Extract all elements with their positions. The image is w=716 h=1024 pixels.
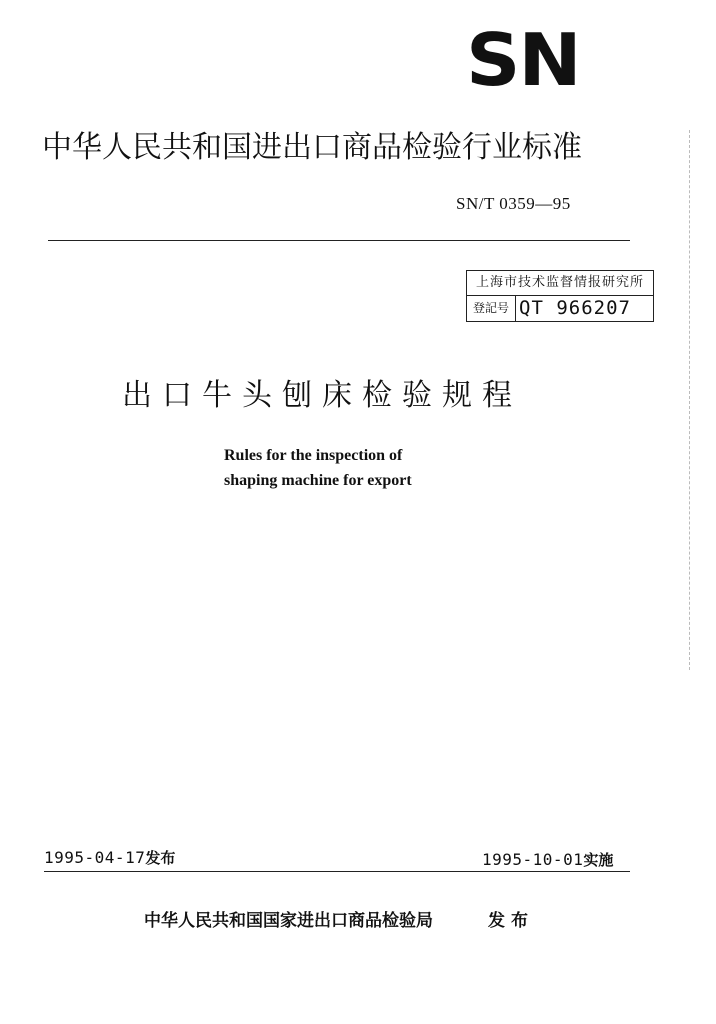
document-title-chinese: 出口牛头刨床检验规程 — [122, 378, 522, 413]
title-english-line-1: Rules for the inspection of — [224, 447, 403, 464]
publisher-name: 中华人民共和国国家进出口商品检验局 — [144, 911, 433, 931]
stamp-institution: 上海市技术监督情报研究所 — [467, 271, 653, 296]
document-title-english — [224, 443, 412, 493]
sn-logo: SN — [466, 18, 580, 102]
issue-date — [44, 847, 175, 868]
issue-date-value: 1995-04-17 — [44, 848, 146, 867]
standard-number: SN/T 0359—95 — [456, 194, 571, 213]
library-stamp — [466, 270, 654, 322]
bottom-divider — [44, 871, 630, 872]
effective-date-label: 实施 — [583, 851, 614, 869]
effective-date-value: 1995-10-01 — [482, 850, 584, 869]
stamp-registration-code: QT 966207 — [519, 297, 631, 319]
issue-date-label: 发布 — [145, 849, 176, 867]
standard-category-heading: 中华人民共和国进出口商品检验行业标准 — [42, 130, 582, 165]
publish-label: 发布 — [488, 911, 534, 931]
stamp-registration-label: 登記号 — [467, 296, 516, 321]
effective-date — [482, 849, 613, 870]
scan-edge-mark — [689, 130, 690, 670]
top-divider — [48, 240, 630, 241]
title-english-line-2: shaping machine for export — [224, 472, 412, 489]
